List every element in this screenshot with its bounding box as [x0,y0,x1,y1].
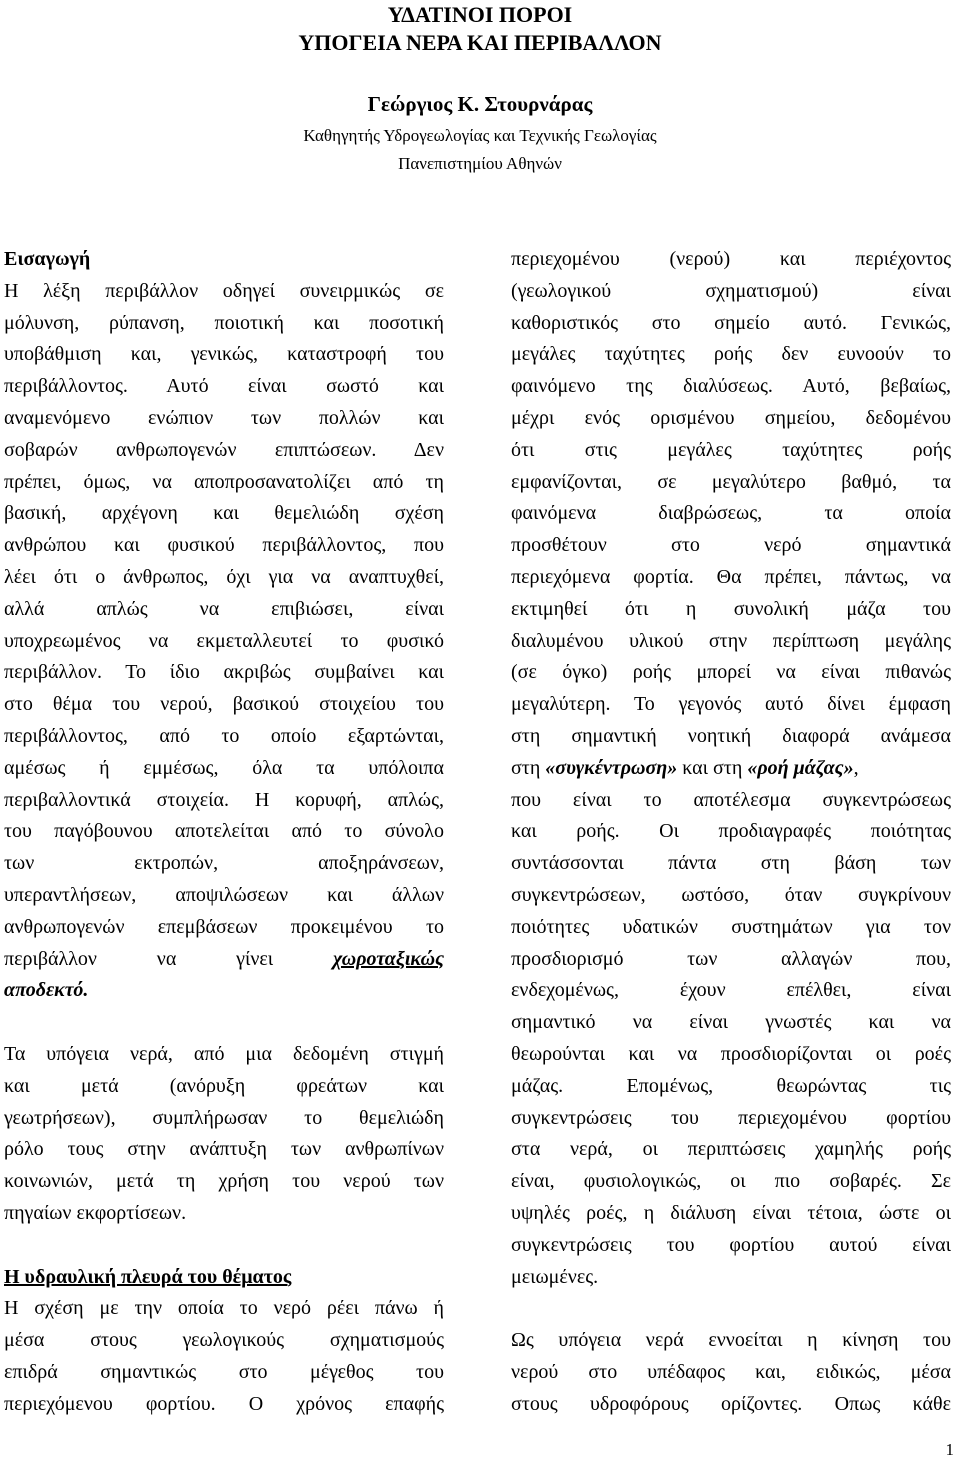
text-line: (σε όγκο) ροής μπορεί να είναι πιθανώς [511,661,951,684]
text-line: μεγάλες ταχύτητες ροής δεν ευνοούν το [511,343,951,366]
text-line: και ροής. Οι προδιαγραφές ποιότητας [511,820,951,843]
text-line: ανθρωπογενών επεμβάσεων προκειμένου το [4,915,444,938]
text-fragment: στη [511,756,546,779]
title-line-1: ΥΔΑΤΙΝΟΙ ΠΟΡΟΙ [387,2,573,27]
paragraph-hydraulic [4,1293,444,1420]
text-line [4,944,444,976]
text-line: αμέσως ή εμμέσως, όλα τα υπόλοιπα [4,756,444,779]
text-line: φαινόμενα διαβρώσεως, τα οποία [511,502,951,525]
paragraph-intro [4,276,444,1007]
text-line: περιβαλλοντικά στοιχεία. Η κορυφή, απλώς, [4,788,444,811]
left-column [4,244,444,1420]
text-line: Η σχέση με την οποία το νερό ρέει πάνω ή [4,1297,444,1320]
text-line: καθοριστικός στο σημείο αυτό. Γενικώς, [511,311,951,334]
text-line: είναι, φυσιολογικώς, οι πιο σοβαρές. Σε [511,1170,951,1193]
text-line: πρέπει, όμως, να αποπροσανατολίζει από τη [4,470,444,493]
text-line: συγκεντρώσεις του περιεχομένου φορτίου [511,1106,951,1129]
text-fragment: και στη [677,756,748,779]
text-line: ότι στις μεγάλες ταχύτητες ροής [511,438,951,461]
text-line: βασική, αρχέγονη και θεμελιώδη σχέση [4,502,444,525]
text-line: περιεχόμενα φορτία. Θα πρέπει, πάντως, να [511,565,951,588]
affiliation-line-2: Πανεπιστημίου Αθηνών [398,154,562,173]
text-line: στη σημαντική νοητική διαφορά ανάμεσα [511,724,951,747]
text-line: προσδιορισμό των αλλαγών που, [511,947,951,970]
text-line [511,753,951,785]
text-line: εμφανίζονται, σε μεγαλύτερο βαθμό, τα [511,470,951,493]
text-line: μάζας. Επομένως, θεωρώντας τις [511,1074,951,1097]
text-line: γεωτρήσεων), συμπλήρωσαν το θεμελιώδη [4,1106,444,1129]
text-line: υποβάθμιση και, γενικώς, καταστροφή του [4,343,444,366]
text-line: σημαντικό να είναι γνωστές και να [511,1011,951,1034]
text-line: αλλά απλώς να επιβιώσει, είναι [4,597,444,620]
text-line: μειωμένες. [511,1265,599,1288]
author-name: Γεώργιος Κ. Στουρνάρας [367,92,593,116]
text-line: μεγαλύτερη. Το γεγονός αυτό δίνει έμφαση [511,693,951,716]
text-line: συγκεντρώσεις του φορτίου αυτού είναι [511,1233,951,1256]
text-line: του παγόβουνου αποτελείται από το σύνολο [4,820,444,843]
text-line: νερού στο υπέδαφος και, ειδικώς, μέσα [511,1360,951,1383]
text-line: διαλυμένου υλικού στην περίπτωση μεγάλης [511,629,951,652]
text-line: περιβάλλον. Το ίδιο ακριβώς συμβαίνει και [4,661,444,684]
text-line: συντάσσονται πάντα στη βάση των [511,852,951,875]
text-line: συγκεντρώσεων, ωστόσο, όταν συγκρίνουν [511,883,951,906]
text-line: στους υδροφόρους ορίζοντες. Οπως κάθε [511,1392,951,1415]
paragraph-groundwater-definition [511,1325,951,1420]
text-line: αναμενόμενο ενώπιον των πολλών και [4,406,444,429]
page-number: 1 [945,1440,954,1459]
section-heading-introduction: Εισαγωγή [4,248,91,270]
text-line: ποιότητες υδατικών συστημάτων για τον [511,915,951,938]
text-line: και μετά (ανόρυξη φρεάτων και [4,1074,444,1097]
text-fragment: , [853,756,859,779]
text-line: στο θέμα του νερού, βασικού στοιχείου του [4,693,444,716]
text-line: (γεωλογικού σχηματισμού) είναι [511,279,951,302]
paragraph-flow-mass [511,244,951,1293]
text-line: περιβάλλοντος, από το οποίο εξαρτώνται, [4,724,444,747]
text-line: υπεραντλήσεων, αποψιλώσεων και άλλων [4,883,444,906]
text-line: Ως υπόγεια νερά εννοείται η κίνηση του [511,1329,951,1352]
text-line: φαινόμενο της διαλύσεως. Αυτό, βεβαίως, [511,375,951,398]
right-column [511,244,951,1420]
text-line: που είναι το αποτέλεσμα συγκεντρώσεως [511,788,951,811]
text-line: ενδεχομένως, έχουν επέλθει, είναι [511,979,951,1002]
text-line: υψηλές ροές, η διάλυση είναι τέτοια, ώστε οι [511,1201,951,1224]
text-line: μέσα στους γεωλογικούς σχηματισμούς [4,1329,444,1352]
affiliation-line-1: Καθηγητής Υδρογεωλογίας και Τεχνικής Γεωλογίας [303,126,657,145]
emphasis-text: χωροταξικώς [333,947,445,970]
text-line: ρόλο τους στην ανάπτυξη των ανθρωπίνων [4,1138,444,1161]
text-line: περιεχόμενου φορτίου. Ο χρόνος επαφής [4,1392,444,1415]
text-line: Η λέξη περιβάλλον οδηγεί συνειρμικώς σε [4,279,444,302]
text-line: προσθέτουν στο νερό σημαντικά [511,534,951,557]
text-line: πηγαίων εκφορτίσεων. [4,1201,187,1224]
text-line: θεωρούνται και να προσδιορίζονται οι ροές [511,1042,951,1065]
text-line: στα νερά, οι περιπτώσεις χαμηλής ροής [511,1138,951,1161]
text-line: μέχρι ενός ορισμένου σημείου, δεδομένου [511,406,951,429]
text-line: υποχρεωμένος να εκμεταλλευτεί το φυσικό [4,629,444,652]
text-line: μόλυνση, ρύπανση, ποιοτική και ποσοτική [4,311,444,334]
emphasis-text: αποδεκτό. [4,979,89,1002]
text-line: επιδρά σημαντικώς στο μέγεθος του [4,1360,444,1383]
text-fragment: περιβάλλον να γίνει [4,947,274,970]
text-line: λέει ότι ο άνθρωπος, όχι για να αναπτυχθεί, [4,565,444,588]
text-line: Τα υπόγεια νερά, από μια δεδομένη στιγμή [4,1042,444,1065]
text-line: σοβαρών ανθρωπογενών επιπτώσεων. Δεν [4,438,444,461]
emphasis-text: «συγκέντρωση» [545,756,678,779]
title-line-2: ΥΠΟΓΕΙΑ ΝΕΡΑ ΚΑΙ ΠΕΡΙΒΑΛΛΟΝ [298,30,662,55]
section-heading-hydraulic: Η υδραυλική πλευρά του θέματος [4,1265,292,1288]
emphasis-text: «ροή μάζας» [747,756,854,779]
text-line: περιεχομένου (νερού) και περιέχοντος [511,248,951,270]
text-line: κοινωνιών, μετά τη χρήση του νερού των [4,1170,444,1193]
text-line: εκτιμηθεί ότι η συνολική μάζα του [511,597,951,620]
text-line: περιβάλλοντος. Αυτό είναι σωστό και [4,375,444,398]
paragraph-groundwater [4,1039,444,1230]
text-line: των εκτροπών, αποξηράνσεων, [4,852,444,875]
text-line [4,975,444,1007]
text-line: ανθρώπου και φυσικού περιβάλλοντος, που [4,534,444,557]
